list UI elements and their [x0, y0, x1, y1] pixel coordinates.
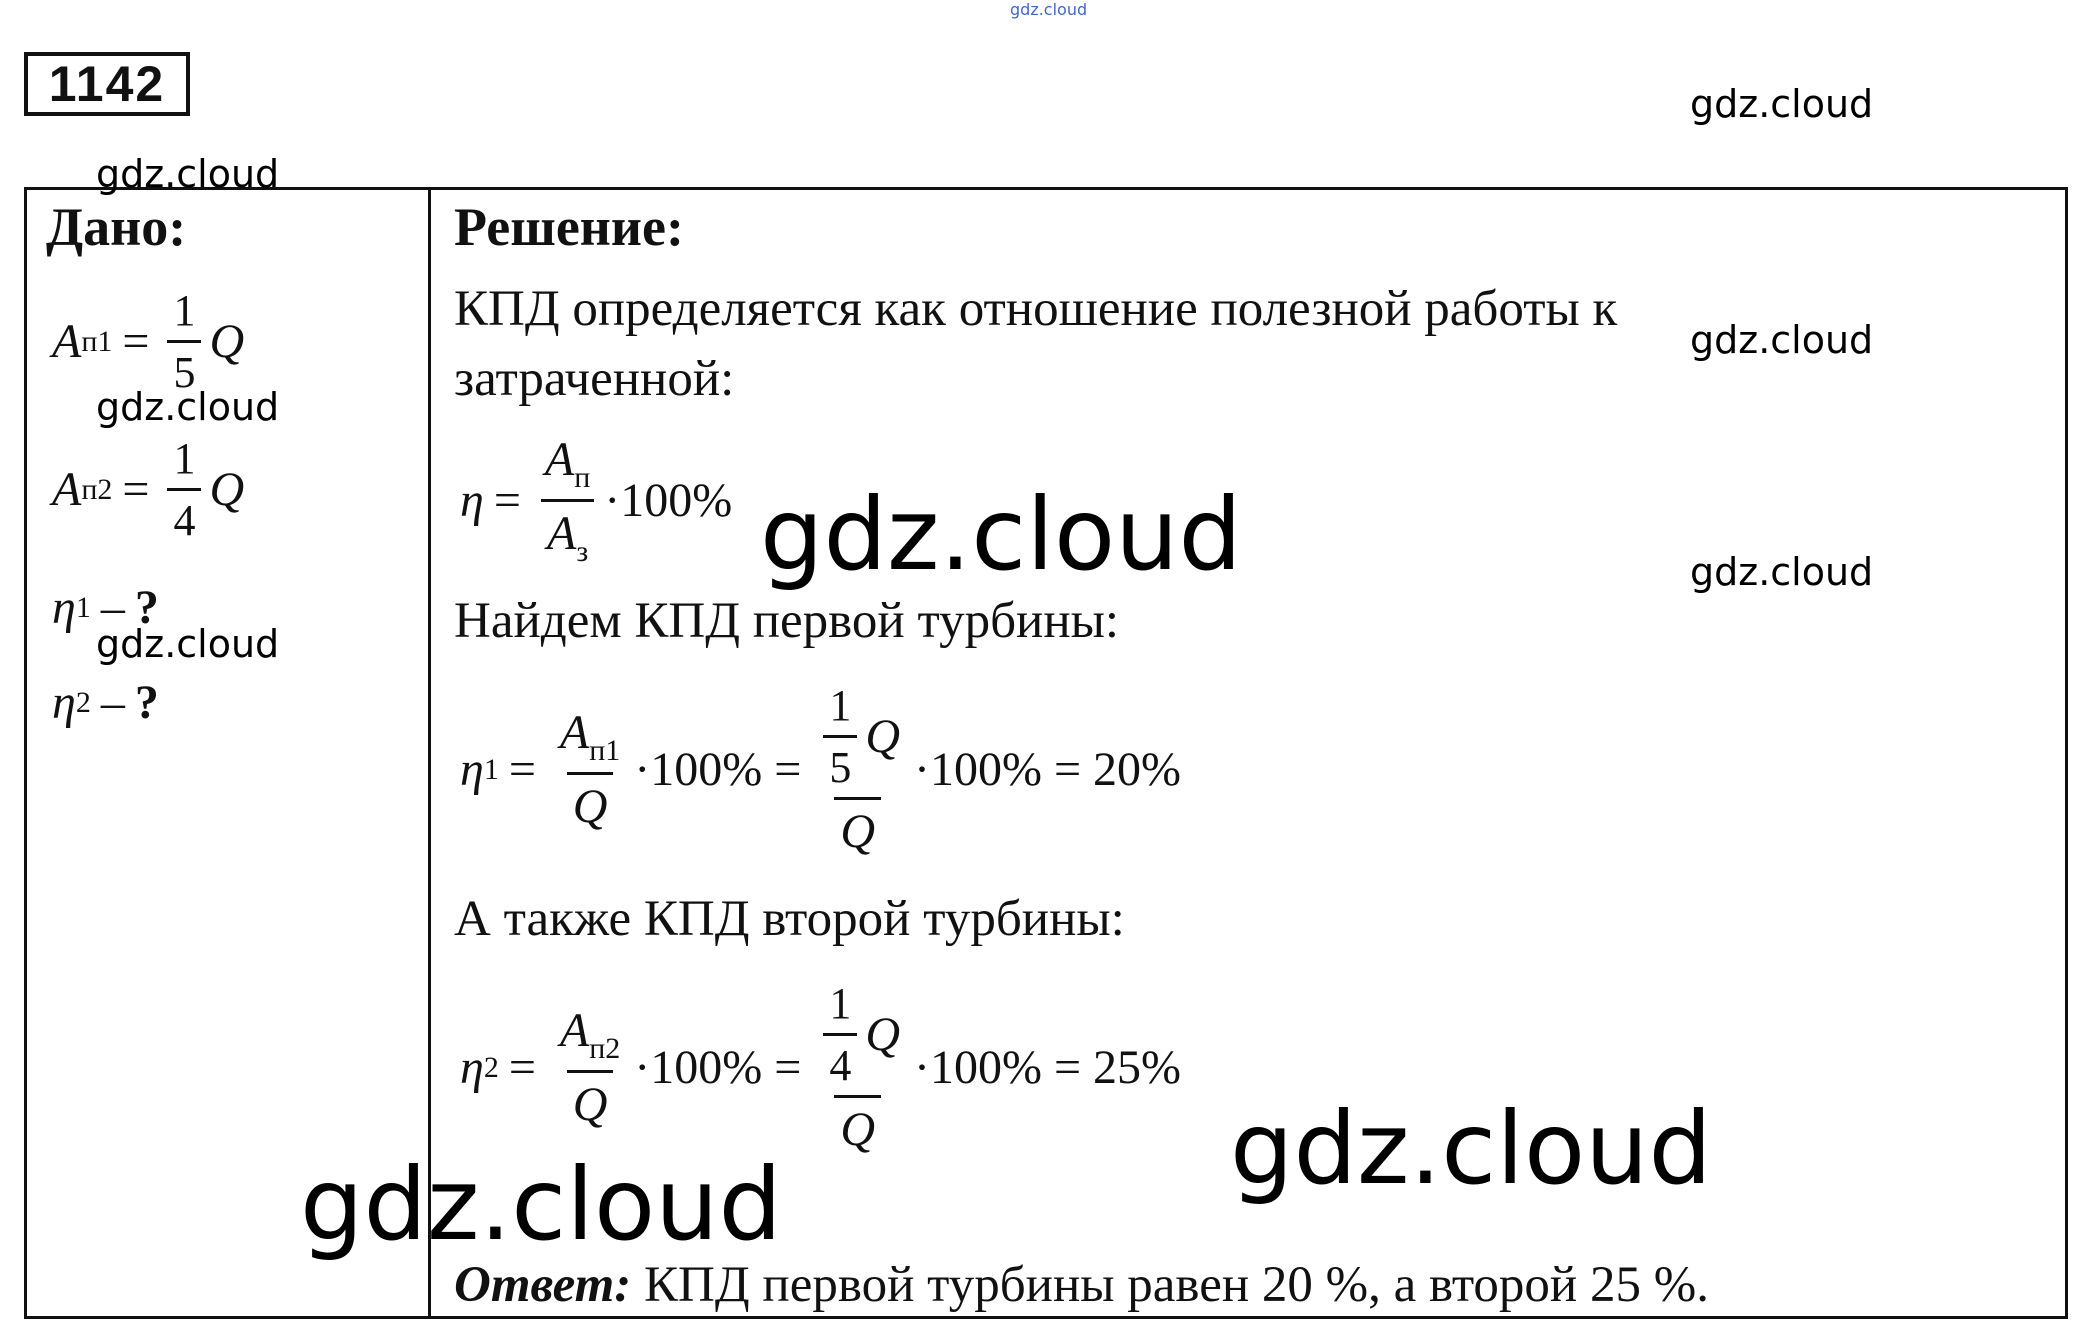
answer-line	[454, 1256, 1709, 1314]
watermark-2: gdz.cloud	[96, 152, 280, 196]
answer-label: Ответ:	[454, 1257, 632, 1313]
equation-eta-2: η 2 = $\frac{A_{п2}}{Q}$ ·100% = $\frac{1}{4}$ Q Q ·100% = 25%	[460, 979, 1182, 1156]
watermark-5: gdz.cloud	[1690, 550, 1874, 594]
watermark-large-3: gdz.cloud	[300, 1146, 783, 1263]
given-heading: Дано:	[46, 197, 187, 257]
step-2-text: А также КПД второй турбины:	[454, 891, 1125, 947]
intro-line-1: КПД определяется как отношение полезной работы к	[454, 281, 1618, 337]
watermark-large-2: gdz.cloud	[1230, 1090, 1713, 1207]
watermark-tiny: gdz.cloud	[1010, 0, 1088, 19]
answer-text: КПД первой турбины равен 20 %, а второй 25 %.	[631, 1257, 1709, 1313]
given-work-2: A п2 = $\frac{1}{4}$ Q	[52, 434, 245, 545]
problem-number: 1142	[24, 52, 190, 116]
watermark-large-1: gdz.cloud	[760, 476, 1243, 593]
watermark-3: gdz.cloud	[1690, 318, 1874, 362]
watermark-6: gdz.cloud	[96, 622, 280, 666]
efficiency-formula: η = $\frac{A_п}{A_з}$ ·100%	[460, 433, 733, 568]
watermark-1: gdz.cloud	[1690, 82, 1874, 126]
watermark-4: gdz.cloud	[96, 385, 280, 429]
intro-line-2: затраченной:	[454, 351, 735, 407]
find-eta-1: η 1 – ?	[52, 581, 159, 634]
step-1-text: Найдем КПД первой турбины:	[454, 593, 1120, 649]
solution-heading: Решение:	[454, 197, 684, 257]
equation-eta-1: η 1 = $\frac{A_{п1}}{Q}$ ·100% = $\frac{1}{5}$ Q Q ·100% = 20%	[460, 681, 1182, 858]
find-eta-2: η 2 – ?	[52, 676, 159, 729]
given-work-1: A п1 = $\frac{1}{5}$ Q	[52, 286, 245, 397]
